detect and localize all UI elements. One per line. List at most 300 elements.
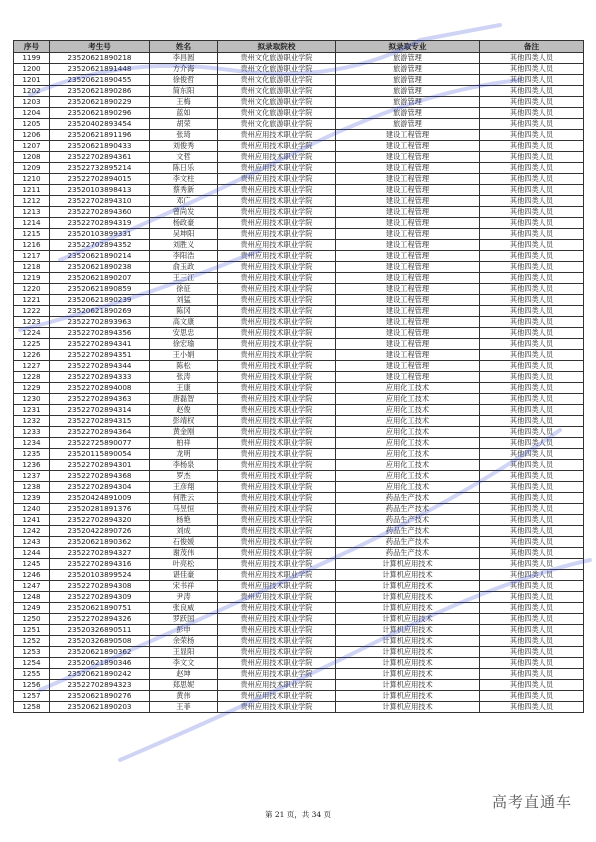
cell-exam-id: 23520103899524 bbox=[50, 570, 150, 581]
brand-watermark: 高考直通车 bbox=[491, 793, 572, 811]
cell-exam-id: 23520621890269 bbox=[50, 306, 150, 317]
cell-school: 贵州应用技术职业学院 bbox=[218, 416, 336, 427]
cell-seq: 1255 bbox=[14, 669, 50, 680]
cell-major: 旅游管理 bbox=[336, 75, 480, 86]
cell-name: 罗杰 bbox=[150, 471, 218, 482]
cell-seq: 1224 bbox=[14, 328, 50, 339]
cell-remark: 其他四类人员 bbox=[480, 702, 584, 713]
cell-name: 龙明 bbox=[150, 449, 218, 460]
cell-name: 俞玉政 bbox=[150, 262, 218, 273]
cell-name: 徐宏瑜 bbox=[150, 339, 218, 350]
cell-school: 贵州应用技术职业学院 bbox=[218, 669, 336, 680]
cell-school: 贵州应用技术职业学院 bbox=[218, 504, 336, 515]
cell-seq: 1246 bbox=[14, 570, 50, 581]
cell-remark: 其他四类人员 bbox=[480, 350, 584, 361]
cell-major: 计算机应用技术 bbox=[336, 636, 480, 647]
cell-exam-id: 23520621890207 bbox=[50, 273, 150, 284]
cell-seq: 1202 bbox=[14, 86, 50, 97]
cell-remark: 其他四类人员 bbox=[480, 625, 584, 636]
cell-name: 蓝如 bbox=[150, 108, 218, 119]
cell-remark: 其他四类人员 bbox=[480, 141, 584, 152]
cell-school: 贵州文化旅游职业学院 bbox=[218, 86, 336, 97]
cell-school: 贵州应用技术职业学院 bbox=[218, 482, 336, 493]
cell-name: 王梅 bbox=[150, 97, 218, 108]
cell-seq: 1205 bbox=[14, 119, 50, 130]
cell-major: 应用化工技术 bbox=[336, 416, 480, 427]
cell-school: 贵州应用技术职业学院 bbox=[218, 691, 336, 702]
cell-seq: 1257 bbox=[14, 691, 50, 702]
cell-remark: 其他四类人员 bbox=[480, 75, 584, 86]
cell-school: 贵州文化旅游职业学院 bbox=[218, 97, 336, 108]
cell-major: 应用化工技术 bbox=[336, 460, 480, 471]
cell-seq: 1208 bbox=[14, 152, 50, 163]
cell-name: 何胜云 bbox=[150, 493, 218, 504]
cell-name: 简东阳 bbox=[150, 86, 218, 97]
cell-exam-id: 23520621890214 bbox=[50, 251, 150, 262]
cell-major: 应用化工技术 bbox=[336, 394, 480, 405]
cell-major: 建设工程管理 bbox=[336, 262, 480, 273]
cell-school: 贵州应用技术职业学院 bbox=[218, 394, 336, 405]
cell-school: 贵州文化旅游职业学院 bbox=[218, 75, 336, 86]
cell-major: 建设工程管理 bbox=[336, 141, 480, 152]
cell-exam-id: 23522702894315 bbox=[50, 416, 150, 427]
cell-remark: 其他四类人员 bbox=[480, 460, 584, 471]
cell-school: 贵州应用技术职业学院 bbox=[218, 306, 336, 317]
cell-remark: 其他四类人员 bbox=[480, 317, 584, 328]
cell-school: 贵州应用技术职业学院 bbox=[218, 350, 336, 361]
cell-remark: 其他四类人员 bbox=[480, 152, 584, 163]
cell-exam-id: 23520621890751 bbox=[50, 603, 150, 614]
cell-school: 贵州应用技术职业学院 bbox=[218, 339, 336, 350]
cell-remark: 其他四类人员 bbox=[480, 449, 584, 460]
cell-school: 贵州文化旅游职业学院 bbox=[218, 53, 336, 64]
cell-seq: 1201 bbox=[14, 75, 50, 86]
cell-exam-id: 23522702894320 bbox=[50, 515, 150, 526]
cell-major: 计算机应用技术 bbox=[336, 581, 480, 592]
cell-seq: 1219 bbox=[14, 273, 50, 284]
cell-school: 贵州应用技术职业学院 bbox=[218, 152, 336, 163]
cell-exam-id: 23522702894308 bbox=[50, 581, 150, 592]
cell-remark: 其他四类人员 bbox=[480, 251, 584, 262]
cell-exam-id: 23522702894361 bbox=[50, 152, 150, 163]
cell-name: 李文柱 bbox=[150, 174, 218, 185]
cell-seq: 1240 bbox=[14, 504, 50, 515]
cell-exam-id: 23520621890242 bbox=[50, 669, 150, 680]
cell-name: 黄伟 bbox=[150, 691, 218, 702]
cell-school: 贵州应用技术职业学院 bbox=[218, 273, 336, 284]
cell-school: 贵州应用技术职业学院 bbox=[218, 636, 336, 647]
cell-major: 计算机应用技术 bbox=[336, 658, 480, 669]
cell-seq: 1245 bbox=[14, 559, 50, 570]
cell-school: 贵州应用技术职业学院 bbox=[218, 196, 336, 207]
cell-name: 马昱恒 bbox=[150, 504, 218, 515]
cell-remark: 其他四类人员 bbox=[480, 174, 584, 185]
cell-major: 计算机应用技术 bbox=[336, 592, 480, 603]
cell-name: 郑思妮 bbox=[150, 680, 218, 691]
cell-remark: 其他四类人员 bbox=[480, 416, 584, 427]
cell-seq: 1232 bbox=[14, 416, 50, 427]
cell-name: 杨政豪 bbox=[150, 218, 218, 229]
cell-name: 曾尚发 bbox=[150, 207, 218, 218]
cell-major: 建设工程管理 bbox=[336, 218, 480, 229]
cell-remark: 其他四类人员 bbox=[480, 669, 584, 680]
cell-remark: 其他四类人员 bbox=[480, 306, 584, 317]
header-major: 拟录取专业 bbox=[336, 41, 480, 53]
cell-school: 贵州应用技术职业学院 bbox=[218, 372, 336, 383]
cell-remark: 其他四类人员 bbox=[480, 229, 584, 240]
cell-remark: 其他四类人员 bbox=[480, 108, 584, 119]
cell-exam-id: 23522702894304 bbox=[50, 482, 150, 493]
cell-name: 徐征 bbox=[150, 284, 218, 295]
cell-remark: 其他四类人员 bbox=[480, 207, 584, 218]
cell-school: 贵州应用技术职业学院 bbox=[218, 405, 336, 416]
cell-exam-id: 23520621891196 bbox=[50, 130, 150, 141]
cell-remark: 其他四类人员 bbox=[480, 537, 584, 548]
cell-exam-id: 23520621890433 bbox=[50, 141, 150, 152]
header-exam-id: 考生号 bbox=[50, 41, 150, 53]
cell-school: 贵州应用技术职业学院 bbox=[218, 515, 336, 526]
cell-name: 文哲 bbox=[150, 152, 218, 163]
cell-major: 旅游管理 bbox=[336, 97, 480, 108]
cell-major: 计算机应用技术 bbox=[336, 570, 480, 581]
cell-major: 建设工程管理 bbox=[336, 185, 480, 196]
cell-name: 方介海 bbox=[150, 64, 218, 75]
cell-school: 贵州应用技术职业学院 bbox=[218, 185, 336, 196]
cell-school: 贵州应用技术职业学院 bbox=[218, 240, 336, 251]
cell-seq: 1236 bbox=[14, 460, 50, 471]
cell-major: 建设工程管理 bbox=[336, 361, 480, 372]
cell-remark: 其他四类人员 bbox=[480, 196, 584, 207]
cell-major: 旅游管理 bbox=[336, 119, 480, 130]
cell-seq: 1212 bbox=[14, 196, 50, 207]
cell-exam-id: 23522702894316 bbox=[50, 559, 150, 570]
cell-exam-id: 23520621890286 bbox=[50, 86, 150, 97]
cell-school: 贵州应用技术职业学院 bbox=[218, 262, 336, 273]
cell-remark: 其他四类人员 bbox=[480, 471, 584, 482]
cell-remark: 其他四类人员 bbox=[480, 548, 584, 559]
cell-school: 贵州应用技术职业学院 bbox=[218, 207, 336, 218]
cell-seq: 1256 bbox=[14, 680, 50, 691]
cell-exam-id: 23522702894364 bbox=[50, 427, 150, 438]
cell-major: 应用化工技术 bbox=[336, 438, 480, 449]
cell-name: 陈冈 bbox=[150, 306, 218, 317]
cell-major: 建设工程管理 bbox=[336, 207, 480, 218]
cell-major: 药品生产技术 bbox=[336, 504, 480, 515]
cell-major: 建设工程管理 bbox=[336, 284, 480, 295]
cell-name: 吴坤阳 bbox=[150, 229, 218, 240]
cell-remark: 其他四类人员 bbox=[480, 394, 584, 405]
cell-remark: 其他四类人员 bbox=[480, 493, 584, 504]
cell-remark: 其他四类人员 bbox=[480, 273, 584, 284]
cell-major: 计算机应用技术 bbox=[336, 680, 480, 691]
cell-remark: 其他四类人员 bbox=[480, 614, 584, 625]
cell-major: 建设工程管理 bbox=[336, 174, 480, 185]
cell-name: 谌佳豪 bbox=[150, 570, 218, 581]
cell-exam-id: 23520281891376 bbox=[50, 504, 150, 515]
cell-remark: 其他四类人员 bbox=[480, 515, 584, 526]
cell-name: 徐俊哲 bbox=[150, 75, 218, 86]
cell-name: 余荣杨 bbox=[150, 636, 218, 647]
cell-name: 王彦翔 bbox=[150, 482, 218, 493]
cell-exam-id: 23520621890296 bbox=[50, 108, 150, 119]
cell-remark: 其他四类人员 bbox=[480, 86, 584, 97]
cell-name: 王康 bbox=[150, 383, 218, 394]
cell-major: 建设工程管理 bbox=[336, 295, 480, 306]
cell-exam-id: 23522702894327 bbox=[50, 548, 150, 559]
cell-seq: 1214 bbox=[14, 218, 50, 229]
cell-seq: 1223 bbox=[14, 317, 50, 328]
cell-major: 建设工程管理 bbox=[336, 350, 480, 361]
cell-seq: 1241 bbox=[14, 515, 50, 526]
cell-seq: 1233 bbox=[14, 427, 50, 438]
cell-remark: 其他四类人员 bbox=[480, 64, 584, 75]
cell-seq: 1222 bbox=[14, 306, 50, 317]
cell-remark: 其他四类人员 bbox=[480, 658, 584, 669]
cell-seq: 1242 bbox=[14, 526, 50, 537]
cell-school: 贵州应用技术职业学院 bbox=[218, 537, 336, 548]
cell-seq: 1221 bbox=[14, 295, 50, 306]
cell-seq: 1206 bbox=[14, 130, 50, 141]
cell-seq: 1229 bbox=[14, 383, 50, 394]
cell-seq: 1254 bbox=[14, 658, 50, 669]
cell-major: 药品生产技术 bbox=[336, 515, 480, 526]
cell-name: 王菲 bbox=[150, 702, 218, 713]
cell-remark: 其他四类人员 bbox=[480, 295, 584, 306]
cell-name: 邓广 bbox=[150, 196, 218, 207]
header-seq: 序号 bbox=[14, 41, 50, 53]
cell-remark: 其他四类人员 bbox=[480, 361, 584, 372]
cell-name: 胡荣 bbox=[150, 119, 218, 130]
cell-school: 贵州应用技术职业学院 bbox=[218, 680, 336, 691]
cell-name: 彭靖权 bbox=[150, 416, 218, 427]
cell-seq: 1244 bbox=[14, 548, 50, 559]
cell-exam-id: 23522702894363 bbox=[50, 394, 150, 405]
cell-seq: 1204 bbox=[14, 108, 50, 119]
cell-name: 安思忠 bbox=[150, 328, 218, 339]
cell-school: 贵州应用技术职业学院 bbox=[218, 174, 336, 185]
cell-seq: 1252 bbox=[14, 636, 50, 647]
cell-school: 贵州应用技术职业学院 bbox=[218, 702, 336, 713]
cell-major: 建设工程管理 bbox=[336, 317, 480, 328]
cell-remark: 其他四类人员 bbox=[480, 328, 584, 339]
cell-exam-id: 23520621890859 bbox=[50, 284, 150, 295]
cell-exam-id: 23522702893963 bbox=[50, 317, 150, 328]
cell-exam-id: 23522702894360 bbox=[50, 207, 150, 218]
cell-exam-id: 23520621890229 bbox=[50, 97, 150, 108]
cell-exam-id: 23522702894310 bbox=[50, 196, 150, 207]
cell-name: 王小娟 bbox=[150, 350, 218, 361]
cell-major: 应用化工技术 bbox=[336, 449, 480, 460]
cell-exam-id: 23522702894326 bbox=[50, 614, 150, 625]
cell-name: 宋书祥 bbox=[150, 581, 218, 592]
cell-name: 柏祥 bbox=[150, 438, 218, 449]
cell-exam-id: 23522732895214 bbox=[50, 163, 150, 174]
cell-remark: 其他四类人员 bbox=[480, 130, 584, 141]
cell-exam-id: 23520422890726 bbox=[50, 526, 150, 537]
cell-exam-id: 23520115890054 bbox=[50, 449, 150, 460]
cell-major: 建设工程管理 bbox=[336, 339, 480, 350]
cell-name: 张琦 bbox=[150, 130, 218, 141]
cell-seq: 1215 bbox=[14, 229, 50, 240]
cell-remark: 其他四类人员 bbox=[480, 262, 584, 273]
cell-major: 建设工程管理 bbox=[336, 273, 480, 284]
cell-exam-id: 23522702894314 bbox=[50, 405, 150, 416]
page-footer: 第 21 页，共 34 页 bbox=[264, 810, 332, 819]
cell-seq: 1234 bbox=[14, 438, 50, 449]
cell-exam-id: 23520621890218 bbox=[50, 53, 150, 64]
cell-exam-id: 23522702894301 bbox=[50, 460, 150, 471]
cell-exam-id: 23520621890276 bbox=[50, 691, 150, 702]
cell-major: 旅游管理 bbox=[336, 108, 480, 119]
header-school: 拟录取院校 bbox=[218, 41, 336, 53]
cell-seq: 1203 bbox=[14, 97, 50, 108]
cell-school: 贵州应用技术职业学院 bbox=[218, 493, 336, 504]
cell-school: 贵州文化旅游职业学院 bbox=[218, 108, 336, 119]
cell-school: 贵州应用技术职业学院 bbox=[218, 526, 336, 537]
header-name: 姓名 bbox=[150, 41, 218, 53]
cell-remark: 其他四类人员 bbox=[480, 482, 584, 493]
cell-name: 谢茂伟 bbox=[150, 548, 218, 559]
cell-exam-id: 23522702894341 bbox=[50, 339, 150, 350]
cell-name: 罗跃国 bbox=[150, 614, 218, 625]
cell-major: 建设工程管理 bbox=[336, 196, 480, 207]
cell-remark: 其他四类人员 bbox=[480, 636, 584, 647]
cell-major: 应用化工技术 bbox=[336, 482, 480, 493]
cell-major: 药品生产技术 bbox=[336, 537, 480, 548]
cell-major: 建设工程管理 bbox=[336, 251, 480, 262]
cell-major: 建设工程管理 bbox=[336, 328, 480, 339]
cell-name: 李杨泉 bbox=[150, 460, 218, 471]
cell-name: 李文文 bbox=[150, 658, 218, 669]
cell-seq: 1231 bbox=[14, 405, 50, 416]
cell-exam-id: 23522702894351 bbox=[50, 350, 150, 361]
cell-remark: 其他四类人员 bbox=[480, 559, 584, 570]
cell-school: 贵州文化旅游职业学院 bbox=[218, 64, 336, 75]
cell-remark: 其他四类人员 bbox=[480, 284, 584, 295]
cell-seq: 1216 bbox=[14, 240, 50, 251]
cell-major: 药品生产技术 bbox=[336, 526, 480, 537]
cell-exam-id: 23522702894309 bbox=[50, 592, 150, 603]
cell-seq: 1218 bbox=[14, 262, 50, 273]
cell-major: 计算机应用技术 bbox=[336, 691, 480, 702]
cell-school: 贵州应用技术职业学院 bbox=[218, 625, 336, 636]
cell-remark: 其他四类人员 bbox=[480, 581, 584, 592]
cell-remark: 其他四类人员 bbox=[480, 603, 584, 614]
cell-exam-id: 23522702894015 bbox=[50, 174, 150, 185]
cell-remark: 其他四类人员 bbox=[480, 97, 584, 108]
cell-major: 建设工程管理 bbox=[336, 306, 480, 317]
cell-name: 尹涛 bbox=[150, 592, 218, 603]
cell-seq: 1228 bbox=[14, 372, 50, 383]
cell-name: 石俊媛 bbox=[150, 537, 218, 548]
cell-school: 贵州应用技术职业学院 bbox=[218, 295, 336, 306]
cell-exam-id: 23522702894323 bbox=[50, 680, 150, 691]
cell-school: 贵州应用技术职业学院 bbox=[218, 570, 336, 581]
cell-remark: 其他四类人员 bbox=[480, 218, 584, 229]
cell-remark: 其他四类人员 bbox=[480, 680, 584, 691]
cell-major: 应用化工技术 bbox=[336, 427, 480, 438]
cell-seq: 1199 bbox=[14, 53, 50, 64]
cell-major: 建设工程管理 bbox=[336, 229, 480, 240]
cell-exam-id: 23520621891448 bbox=[50, 64, 150, 75]
cell-remark: 其他四类人员 bbox=[480, 427, 584, 438]
cell-exam-id: 23522702894352 bbox=[50, 240, 150, 251]
cell-name: 刘俊秀 bbox=[150, 141, 218, 152]
cell-school: 贵州应用技术职业学院 bbox=[218, 218, 336, 229]
cell-remark: 其他四类人员 bbox=[480, 383, 584, 394]
cell-major: 计算机应用技术 bbox=[336, 669, 480, 680]
cell-school: 贵州应用技术职业学院 bbox=[218, 581, 336, 592]
cell-seq: 1247 bbox=[14, 581, 50, 592]
cell-major: 建设工程管理 bbox=[336, 372, 480, 383]
cell-seq: 1253 bbox=[14, 647, 50, 658]
cell-remark: 其他四类人员 bbox=[480, 592, 584, 603]
cell-remark: 其他四类人员 bbox=[480, 240, 584, 251]
cell-school: 贵州文化旅游职业学院 bbox=[218, 119, 336, 130]
cell-school: 贵州应用技术职业学院 bbox=[218, 603, 336, 614]
cell-seq: 1226 bbox=[14, 350, 50, 361]
cell-exam-id: 23522702894319 bbox=[50, 218, 150, 229]
cell-school: 贵州应用技术职业学院 bbox=[218, 328, 336, 339]
cell-major: 旅游管理 bbox=[336, 53, 480, 64]
cell-seq: 1227 bbox=[14, 361, 50, 372]
cell-remark: 其他四类人员 bbox=[480, 526, 584, 537]
cell-remark: 其他四类人员 bbox=[480, 691, 584, 702]
cell-name: 杨艳 bbox=[150, 515, 218, 526]
cell-remark: 其他四类人员 bbox=[480, 504, 584, 515]
cell-name: 张良威 bbox=[150, 603, 218, 614]
cell-school: 贵州应用技术职业学院 bbox=[218, 284, 336, 295]
cell-exam-id: 23520621890203 bbox=[50, 702, 150, 713]
cell-school: 贵州应用技术职业学院 bbox=[218, 449, 336, 460]
cell-major: 建设工程管理 bbox=[336, 240, 480, 251]
cell-remark: 其他四类人员 bbox=[480, 647, 584, 658]
cell-school: 贵州应用技术职业学院 bbox=[218, 614, 336, 625]
cell-remark: 其他四类人员 bbox=[480, 185, 584, 196]
cell-remark: 其他四类人员 bbox=[480, 570, 584, 581]
cell-major: 旅游管理 bbox=[336, 64, 480, 75]
cell-major: 计算机应用技术 bbox=[336, 702, 480, 713]
cell-seq: 1210 bbox=[14, 174, 50, 185]
cell-name: 高文康 bbox=[150, 317, 218, 328]
cell-name: 赵坤 bbox=[150, 669, 218, 680]
cell-exam-id: 23520103899331 bbox=[50, 229, 150, 240]
cell-name: 蔡秀新 bbox=[150, 185, 218, 196]
cell-exam-id: 23522702894008 bbox=[50, 383, 150, 394]
cell-name: 叶亮松 bbox=[150, 559, 218, 570]
cell-name: 陈松 bbox=[150, 361, 218, 372]
cell-major: 应用化工技术 bbox=[336, 383, 480, 394]
cell-exam-id: 23520621890362 bbox=[50, 647, 150, 658]
cell-exam-id: 23520621890455 bbox=[50, 75, 150, 86]
cell-seq: 1248 bbox=[14, 592, 50, 603]
cell-name: 王三江 bbox=[150, 273, 218, 284]
cell-major: 应用化工技术 bbox=[336, 405, 480, 416]
cell-seq: 1213 bbox=[14, 207, 50, 218]
cell-remark: 其他四类人员 bbox=[480, 53, 584, 64]
cell-school: 贵州应用技术职业学院 bbox=[218, 559, 336, 570]
cell-remark: 其他四类人员 bbox=[480, 372, 584, 383]
cell-remark: 其他四类人员 bbox=[480, 405, 584, 416]
cell-exam-id: 23520326890508 bbox=[50, 636, 150, 647]
cell-remark: 其他四类人员 bbox=[480, 119, 584, 130]
cell-school: 贵州应用技术职业学院 bbox=[218, 592, 336, 603]
cell-name: 刘猛 bbox=[150, 295, 218, 306]
cell-exam-id: 23520621890362 bbox=[50, 537, 150, 548]
cell-seq: 1237 bbox=[14, 471, 50, 482]
cell-seq: 1243 bbox=[14, 537, 50, 548]
cell-name: 陈日乐 bbox=[150, 163, 218, 174]
